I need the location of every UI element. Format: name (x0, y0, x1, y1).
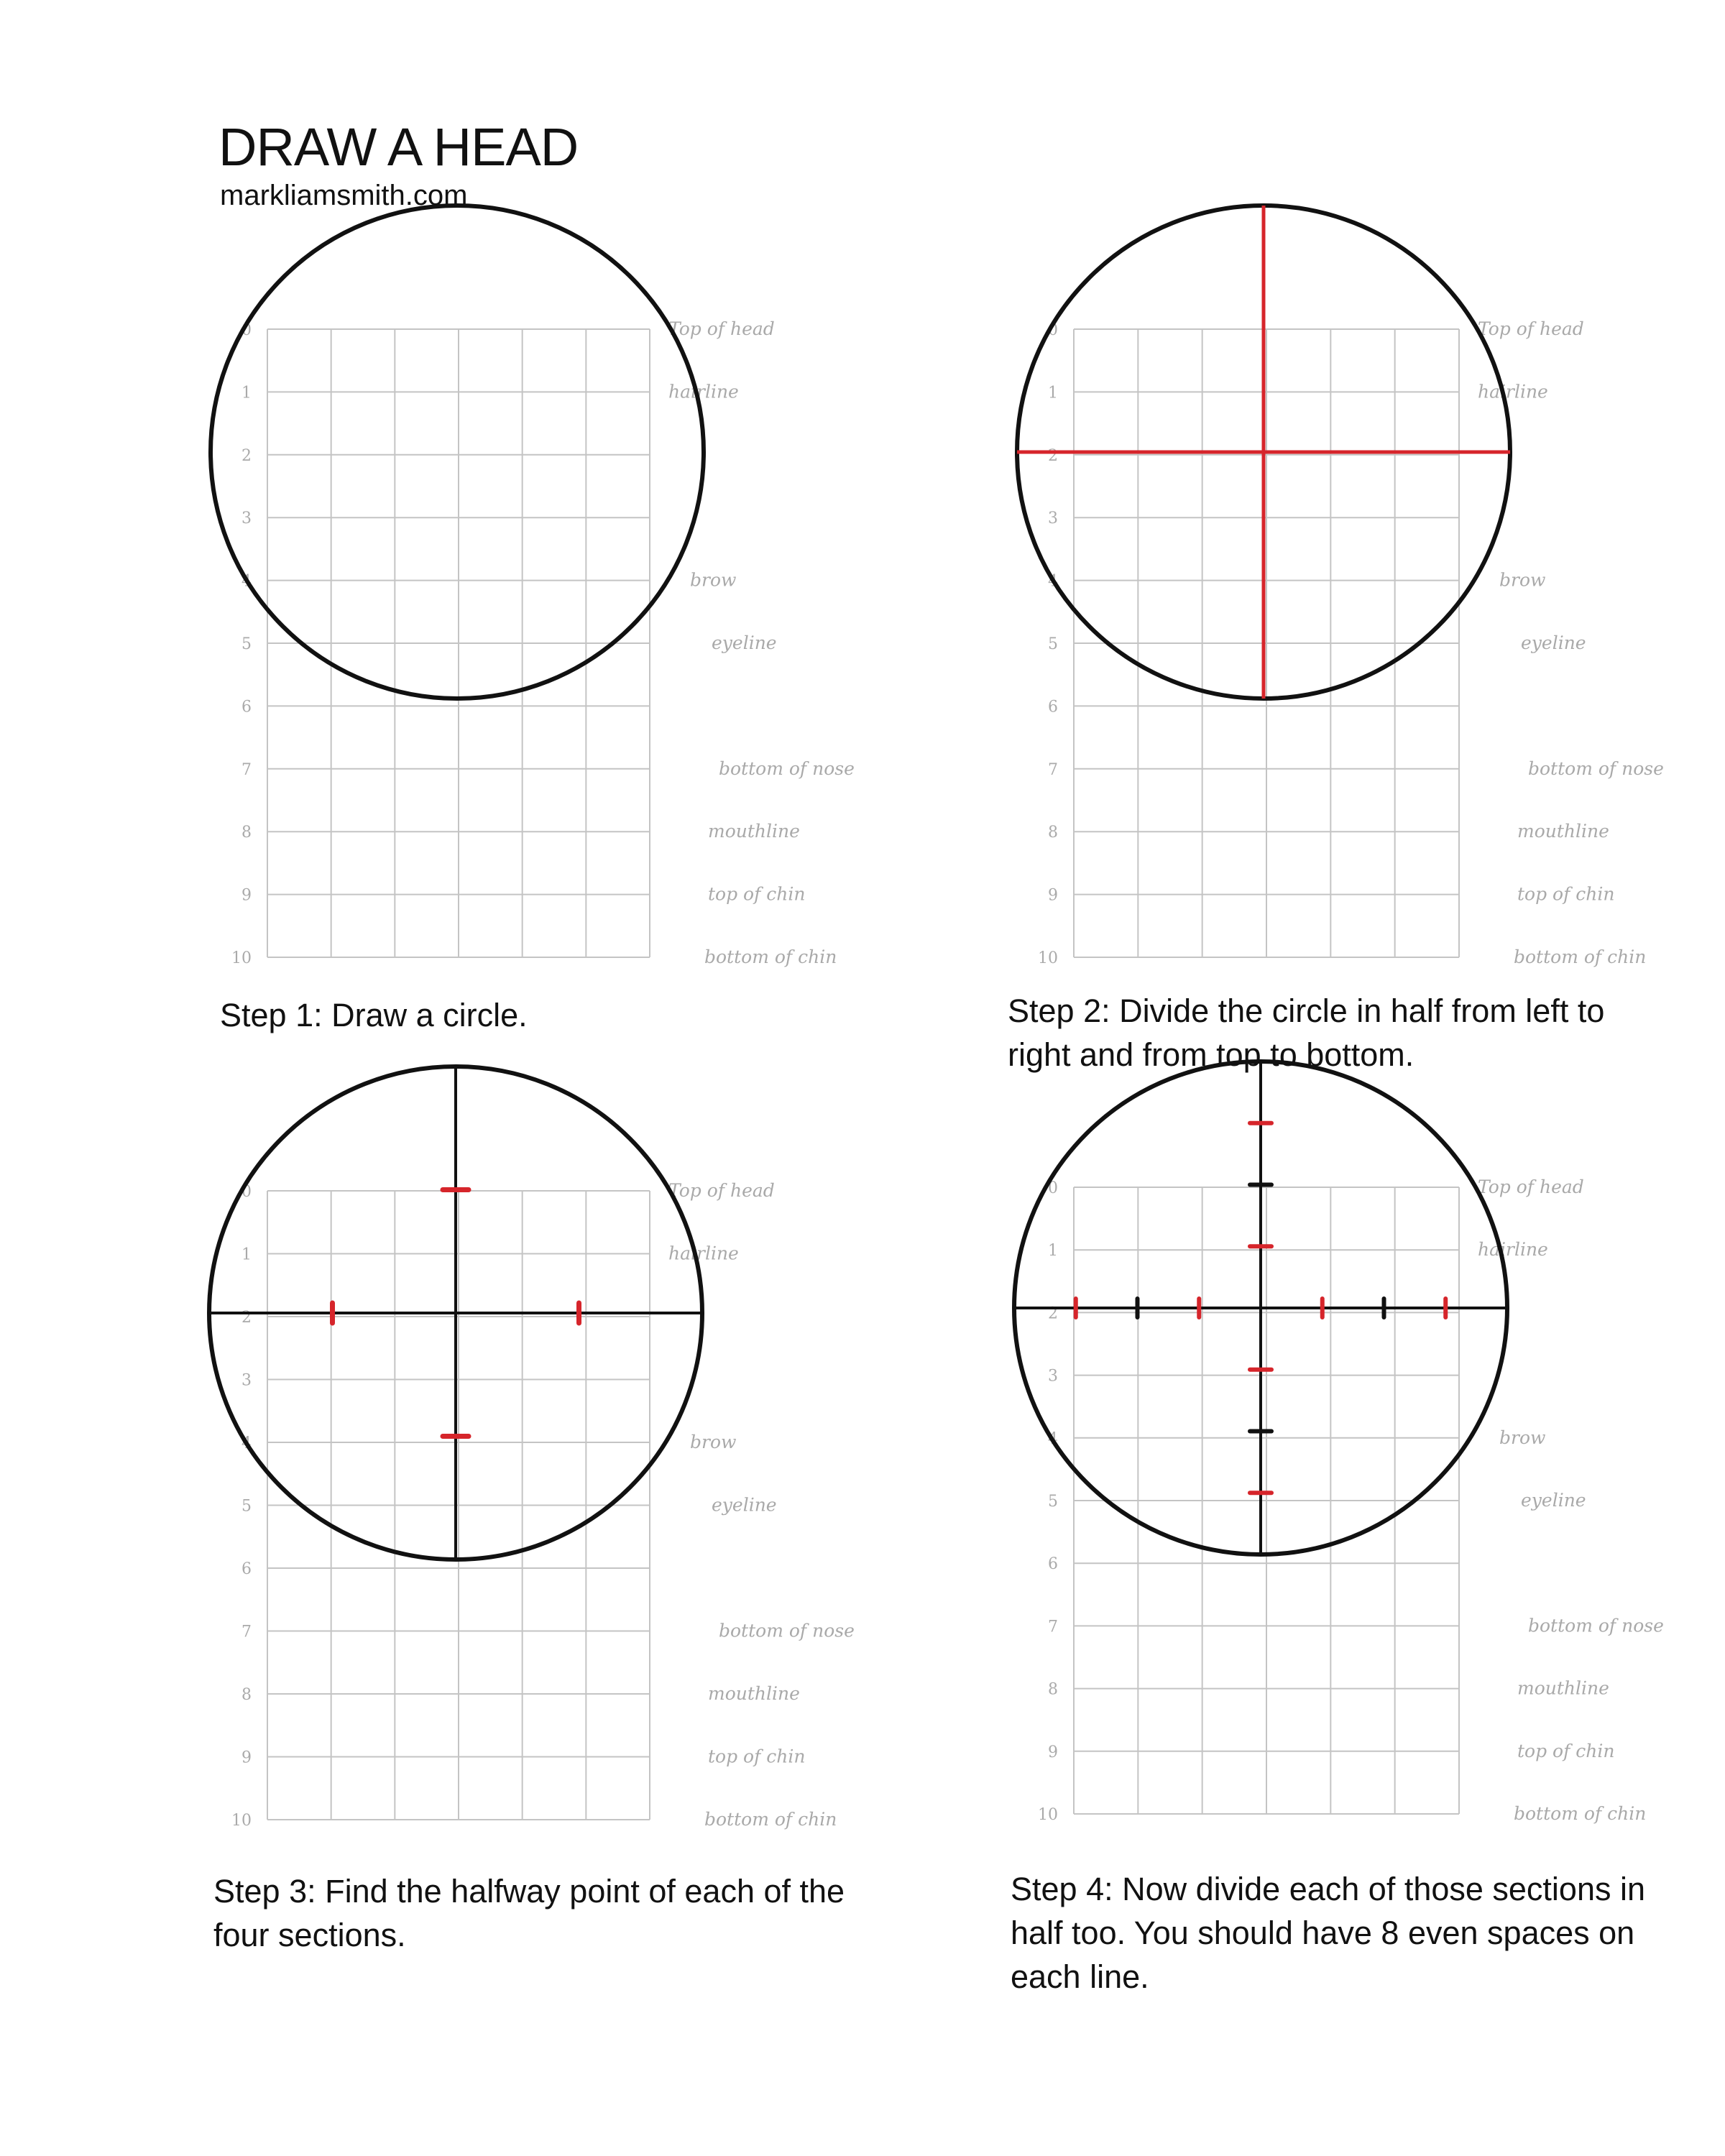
guide-label: eyeline (712, 632, 777, 653)
guide-label: bottom of nose (719, 1620, 855, 1641)
row-number: 2 (1048, 1304, 1058, 1323)
row-number: 0 (1048, 1179, 1058, 1197)
guide-label: brow (690, 1432, 737, 1452)
guide-label: mouthline (1517, 821, 1609, 842)
guide-label: brow (690, 569, 737, 591)
step-3-caption: Step 3: Find the halfway point of each of the four sections. (213, 1873, 845, 1953)
guide-label: bottom of chin (704, 946, 837, 967)
row-number: 6 (242, 1560, 252, 1578)
row-number: 5 (242, 635, 252, 653)
row-number: 4 (1048, 572, 1058, 591)
row-number: 8 (1048, 824, 1058, 842)
guide-label: bottom of chin (1514, 946, 1647, 967)
row-number: 9 (1048, 886, 1058, 905)
row-number: 8 (242, 1686, 252, 1704)
row-number: 0 (242, 1183, 252, 1201)
row-number: 10 (1038, 1806, 1058, 1824)
row-number: 4 (242, 1434, 252, 1452)
row-number: 3 (1048, 510, 1058, 528)
row-number: 6 (242, 698, 252, 717)
row-number: 7 (1048, 760, 1058, 779)
row-number: 8 (1048, 1680, 1058, 1699)
row-number: 10 (231, 1812, 252, 1830)
row-number: 9 (1048, 1743, 1058, 1761)
row-number: 1 (1048, 1242, 1058, 1261)
row-number: 6 (1048, 1555, 1058, 1574)
row-number: 4 (242, 572, 252, 591)
guide-label: bottom of chin (1514, 1803, 1647, 1824)
row-number: 3 (242, 1371, 252, 1390)
row-number: 9 (242, 1749, 252, 1767)
step-4-caption: Step 4: Now divide each of those sections in half too. You should have 8 even spaces on each line. (1011, 1871, 1646, 1995)
row-number: 3 (242, 510, 252, 528)
row-number: 7 (242, 1623, 252, 1641)
row-number: 1 (1048, 384, 1058, 402)
guide-label: Top of head (1478, 1176, 1584, 1197)
row-number: 5 (1048, 1493, 1058, 1511)
guide-label: hairline (1478, 1239, 1548, 1261)
guide-label: eyeline (712, 1494, 777, 1516)
row-number: 5 (242, 1497, 252, 1516)
guide-label: top of chin (708, 883, 806, 905)
row-number: 4 (1048, 1429, 1058, 1448)
row-number: 1 (242, 384, 252, 402)
guide-label: hairline (1478, 381, 1548, 402)
row-number: 10 (1038, 949, 1058, 967)
row-number: 6 (1048, 698, 1058, 717)
guide-label: mouthline (708, 1683, 800, 1704)
guide-label: hairline (668, 1243, 739, 1264)
page-title: DRAW A HEAD (218, 117, 579, 177)
guide-label: eyeline (1521, 632, 1586, 653)
guide-label: bottom of nose (1528, 757, 1664, 779)
row-number: 2 (1048, 446, 1058, 465)
row-number: 8 (242, 824, 252, 842)
guide-label: bottom of nose (719, 757, 855, 779)
guide-label: Top of head (668, 1180, 775, 1201)
guide-label: eyeline (1521, 1490, 1586, 1511)
guide-label: mouthline (1517, 1677, 1609, 1699)
row-number: 5 (1048, 635, 1058, 653)
site-url: markliamsmith.com (220, 180, 468, 211)
row-number: 0 (1048, 321, 1058, 339)
row-number: 7 (1048, 1618, 1058, 1636)
guide-label: top of chin (1517, 883, 1615, 905)
row-number: 7 (242, 760, 252, 779)
guide-label: bottom of chin (704, 1809, 837, 1830)
row-number: 3 (1048, 1367, 1058, 1386)
step-2-caption: Step 2: Divide the circle in half from left to right and from top to bottom. (1008, 992, 1605, 1073)
step-1-caption: Step 1: Draw a circle. (220, 997, 528, 1033)
guide-label: mouthline (708, 821, 800, 842)
row-number: 0 (242, 321, 252, 339)
guide-label: hairline (668, 381, 739, 402)
guide-label: Top of head (668, 318, 775, 339)
guide-label: brow (1499, 1427, 1546, 1448)
guide-label: top of chin (1517, 1740, 1615, 1761)
guide-label: bottom of nose (1528, 1615, 1664, 1636)
row-number: 9 (242, 886, 252, 905)
guide-label: Top of head (1478, 318, 1584, 339)
guide-label: top of chin (708, 1746, 806, 1767)
guide-label: brow (1499, 569, 1546, 591)
row-number: 10 (231, 949, 252, 967)
row-number: 2 (242, 446, 252, 465)
row-number: 1 (242, 1245, 252, 1264)
row-number: 2 (242, 1309, 252, 1327)
